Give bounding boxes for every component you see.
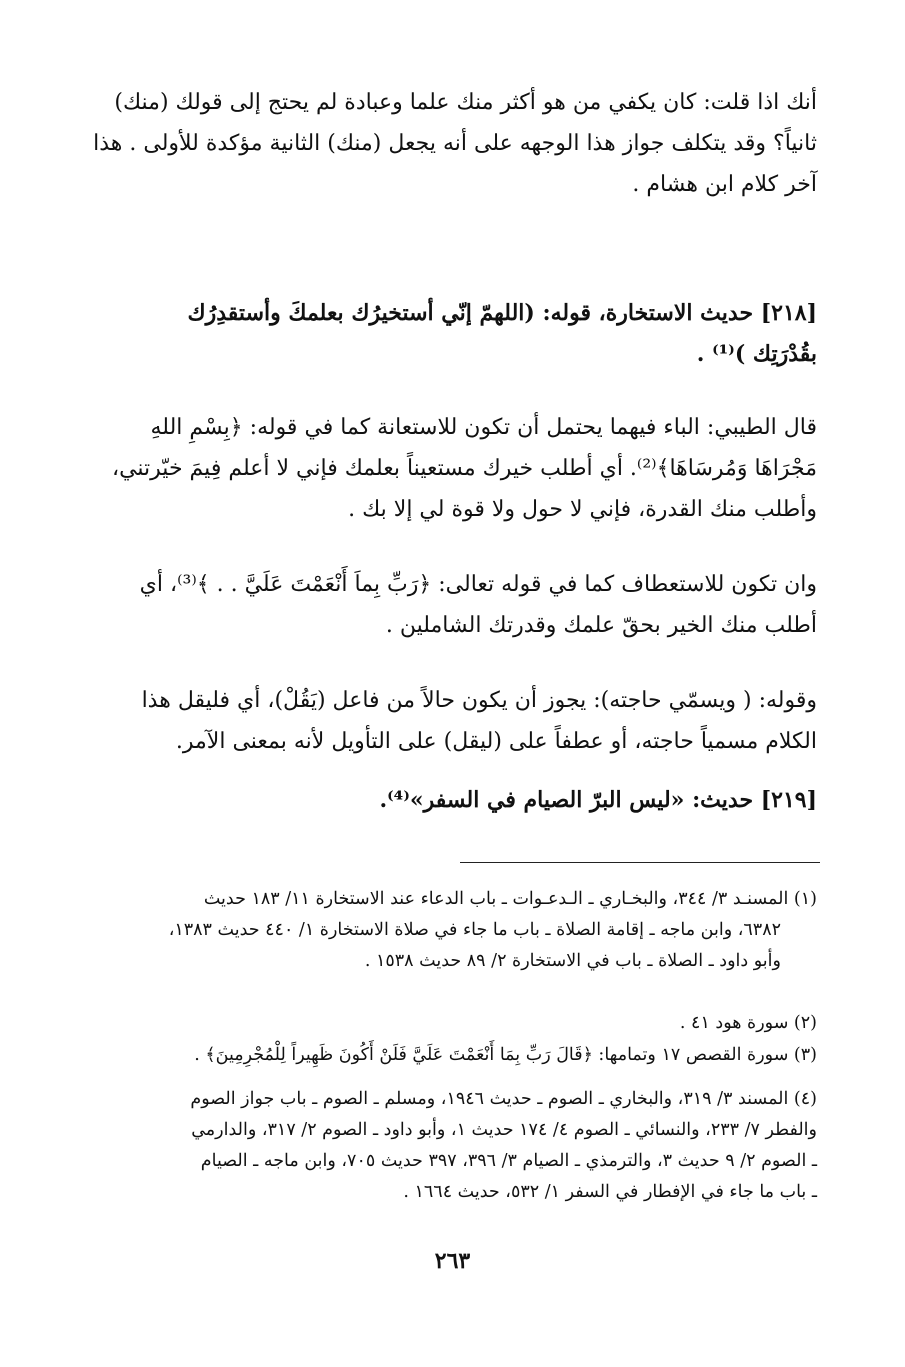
footnote-3 (92, 1040, 817, 1071)
text-line: أطلب منك الخير بحقّ علمك وقدرتك الشاملين . (385, 613, 817, 638)
text-line: أنك اذا قلت: كان يكفي من هو أكثر منك علما وعبادة لم يحتج إلى قولك (منك) (114, 90, 817, 115)
text-line: [٢١٩] حديث: «ليس البرّ الصيام في السفر»⁽⁴⁾. (379, 787, 817, 813)
footnote-line: (١) المسنـد ٣/ ٣٤٤، والبخـاري ـ الـدعـوات ـ باب الدعاء عند الاستخارة ١١/ ١٨٣ حديث (203, 889, 817, 909)
footnote-line: (٣) سورة القصص ١٧ وتمامها: ﴿قَالَ رَبِّ بِمَا أَنْعَمْتَ عَلَيَّ فَلَنْ أَكُونَ ظَهِيراً لِلْمُجْرِمِينَ﴾ . (194, 1045, 817, 1065)
text-line: آخر كلام ابن هشام . (632, 172, 817, 197)
footnote-line: وأبو داود ـ الصلاة ـ باب في الاستخارة ٢/ ٨٩ حديث ١٥٣٨ . (364, 951, 781, 971)
footnote-divider (460, 862, 820, 863)
paragraph-yusammi (92, 680, 817, 762)
text-line: الكلام مسمياً حاجته، أو عطفاً على (ليقل) على التأويل لأنه بمعنى الآمر. (175, 729, 817, 754)
text-line: بقُدْرَتِك )⁽¹⁾ . (696, 341, 817, 367)
paragraph-tibi (92, 407, 817, 530)
footnote-line: (٤) المسند ٣/ ٣١٩، والبخاري ـ الصوم ـ حديث ١٩٤٦، ومسلم ـ الصوم ـ باب جواز الصوم (190, 1089, 817, 1109)
hadith-218-heading (92, 293, 817, 375)
footnote-2 (92, 1008, 817, 1039)
text-line: مَجْرَاهَا وَمُرسَاهَا﴾⁽²⁾. أي أطلب خيرك مستعيناً بعلمك فإني لا أعلم فِيمَ خيّرتني، (111, 456, 817, 481)
footnote-line: (٢) سورة هود ٤١ . (679, 1013, 817, 1033)
footnote-line: ـ باب ما جاء في الإفطار في السفر ١/ ٥٣٢، حديث ١٦٦٤ . (403, 1182, 817, 1202)
hadith-219-heading (92, 780, 817, 821)
footnote-line: والفطر ٧/ ٢٣٣، والنسائي ـ الصوم ٤/ ١٧٤ حديث ١، وأبو داود ـ الصوم ٢/ ٣١٧، والدارمي (191, 1120, 817, 1140)
text-line: وأطلب منك القدرة، فإني لا حول ولا قوة لي إلا بك . (348, 497, 817, 522)
text-line: ثانياً؟ وقد يتكلف جواز هذا الوجهه على أنه يجعل (منك) الثانية مؤكدة للأولى . هذا (93, 131, 817, 156)
footnote-4 (92, 1084, 817, 1208)
text-line: وان تكون للاستعطاف كما في قوله تعالى: ﴿رَبِّ بِماَ أَنْعَمْتَ عَلَيَّ . . ﴾⁽³⁾، أي (139, 572, 817, 597)
text-line: قال الطيبي: الباء فيهما يحتمل أن تكون للاستعانة كما في قوله: ﴿بِسْمِ اللهِ (150, 415, 817, 440)
text-line: وقوله: ( ويسمّي حاجته): يجوز أن يكون حالاً من فاعل (يَقُلْ)، أي فليقل هذا (141, 688, 817, 713)
footnote-line: ٦٣٨٢، وابن ماجه ـ إقامة الصلاة ـ باب ما جاء في صلاة الاستخارة ١/ ٤٤٠ حديث ١٣٨٣، (168, 920, 781, 940)
footnote-1 (92, 884, 817, 977)
text-line: [٢١٨] حديث الاستخارة، قوله: (اللهمّ إنّي أستخيرُك بعلمكَ وأستقدِرُك (187, 300, 817, 326)
paragraph-istitaf (92, 564, 817, 646)
page-number: ٢٦٣ (434, 1248, 471, 1274)
paragraph-ibn-hisham (92, 82, 817, 205)
footnote-line: ـ الصوم ٢/ ٩ حديث ٣، والترمذي ـ الصيام ٣/ ٣٩٦، ٣٩٧ حديث ٧٠٥، وابن ماجه ـ الصيام (200, 1151, 817, 1171)
